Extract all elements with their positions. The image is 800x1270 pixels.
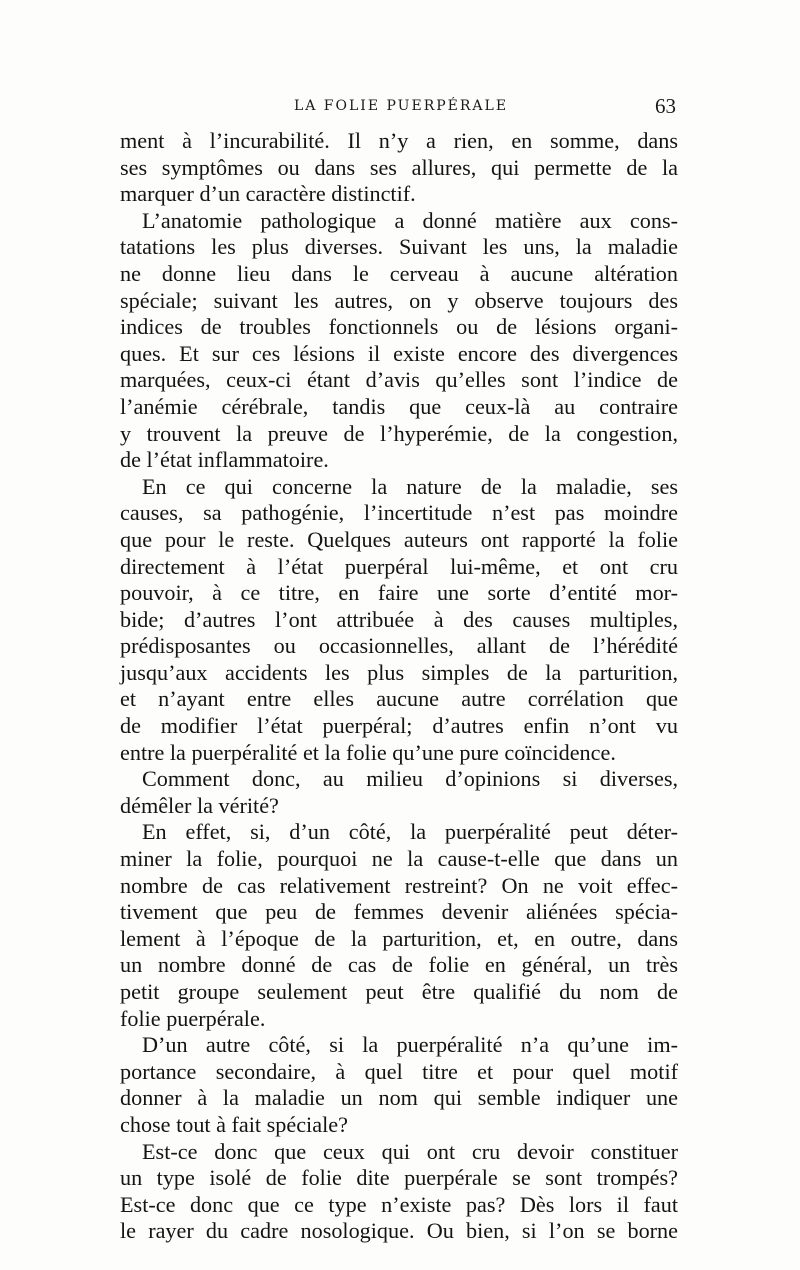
text-line: directement à l’état puerpéral lui-même, et ont cru (120, 553, 678, 579)
text-line: entre la puerpéralité et la folie qu’une pure coïncidence. (120, 739, 616, 765)
text-line: et n’ayant entre elles aucune autre corrélation que (120, 686, 678, 712)
running-title: LA FOLIE PUERPÉRALE (293, 98, 509, 114)
body-text (120, 128, 678, 1245)
text-line: ques. Et sur ces lésions il existe encore des divergences (120, 340, 678, 366)
text-line: folie puerpérale. (120, 1005, 266, 1031)
text-line: En effet, si, d’un côté, la puerpéralité peut déter- (142, 819, 678, 845)
text-line: prédisposantes ou occasionnelles, allant de l’hérédité (120, 633, 678, 659)
text-line: L’anatomie pathologique a donné matière aux cons- (142, 207, 678, 233)
text-line: tivement que peu de femmes devenir aliénées spécia- (120, 899, 678, 925)
text-line: marquées, ceux-ci étant d’avis qu’elles sont l’indice de (120, 367, 678, 393)
text-line: ment à l’incurabilité. Il n’y a rien, en somme, dans (120, 128, 678, 153)
text-line: bide; d’autres l’ont attribuée à des causes multiples, (120, 606, 678, 632)
text-line: miner la folie, pourquoi ne la cause-t-elle que dans un (120, 846, 678, 872)
text-line: lement à l’époque de la parturition, et, en outre, dans (120, 925, 678, 951)
text-line: ne donne lieu dans le cerveau à aucune altération (120, 260, 678, 286)
text-line: marquer d’un caractère distinctif. (120, 181, 416, 207)
text-line: causes, sa pathogénie, l’incertitude n’est pas moindre (120, 500, 678, 526)
text-line: petit groupe seulement peut être qualifié du nom de (120, 979, 678, 1004)
text-line: D’un autre côté, si la puerpéralité n’a qu’une im- (142, 1032, 678, 1058)
text-line: de l’état inflammatoire. (120, 447, 329, 473)
text-line: En ce qui concerne la nature de la maladie, ses (142, 473, 678, 499)
text-line: Est-ce donc que ce type n’existe pas? Dès lors il faut (120, 1191, 678, 1217)
page-header (122, 92, 680, 122)
text-line: spéciale; suivant les autres, on y observe toujours des (120, 287, 678, 313)
text-line: indices de troubles fonctionnels ou de lésions organi- (120, 314, 678, 340)
text-line: Est-ce donc que ceux qui ont cru devoir constituer (142, 1138, 678, 1164)
text-line: y trouvent la preuve de l’hyperémie, de la congestion, (120, 420, 678, 446)
text-line: donner à la maladie un nom qui semble indiquer une (120, 1085, 678, 1111)
text-line: portance secondaire, à quel titre et pour quel motif (120, 1058, 678, 1084)
text-line: ses symptômes ou dans ses allures, qui permette de la (120, 154, 678, 180)
text-line: le rayer du cadre nosologique. Ou bien, si l’on se borne (120, 1218, 678, 1244)
text-line: chose tout à fait spéciale? (120, 1111, 348, 1137)
text-line: démêler la vérité? (120, 792, 279, 818)
text-line: nombre de cas relativement restreint? On ne voit effec- (120, 872, 678, 898)
text-line: un nombre donné de cas de folie en général, un très (120, 952, 678, 978)
text-line: pouvoir, à ce titre, en faire une sorte d’entité mor- (120, 580, 678, 606)
text-line: jusqu’aux accidents les plus simples de la parturition, (120, 659, 678, 685)
text-line: Comment donc, au milieu d’opinions si diverses, (142, 766, 678, 792)
page-number: 63 (655, 94, 676, 118)
text-line: tatations les plus diverses. Suivant les uns, la maladie (120, 234, 678, 260)
text-line: que pour le reste. Quelques auteurs ont rapporté la folie (120, 526, 678, 552)
text-line: l’anémie cérébrale, tandis que ceux-là au contraire (120, 393, 678, 419)
text-line: un type isolé de folie dite puerpérale se sont trompés? (120, 1165, 678, 1191)
text-line: de modifier l’état puerpéral; d’autres enfin n’ont vu (120, 713, 678, 739)
